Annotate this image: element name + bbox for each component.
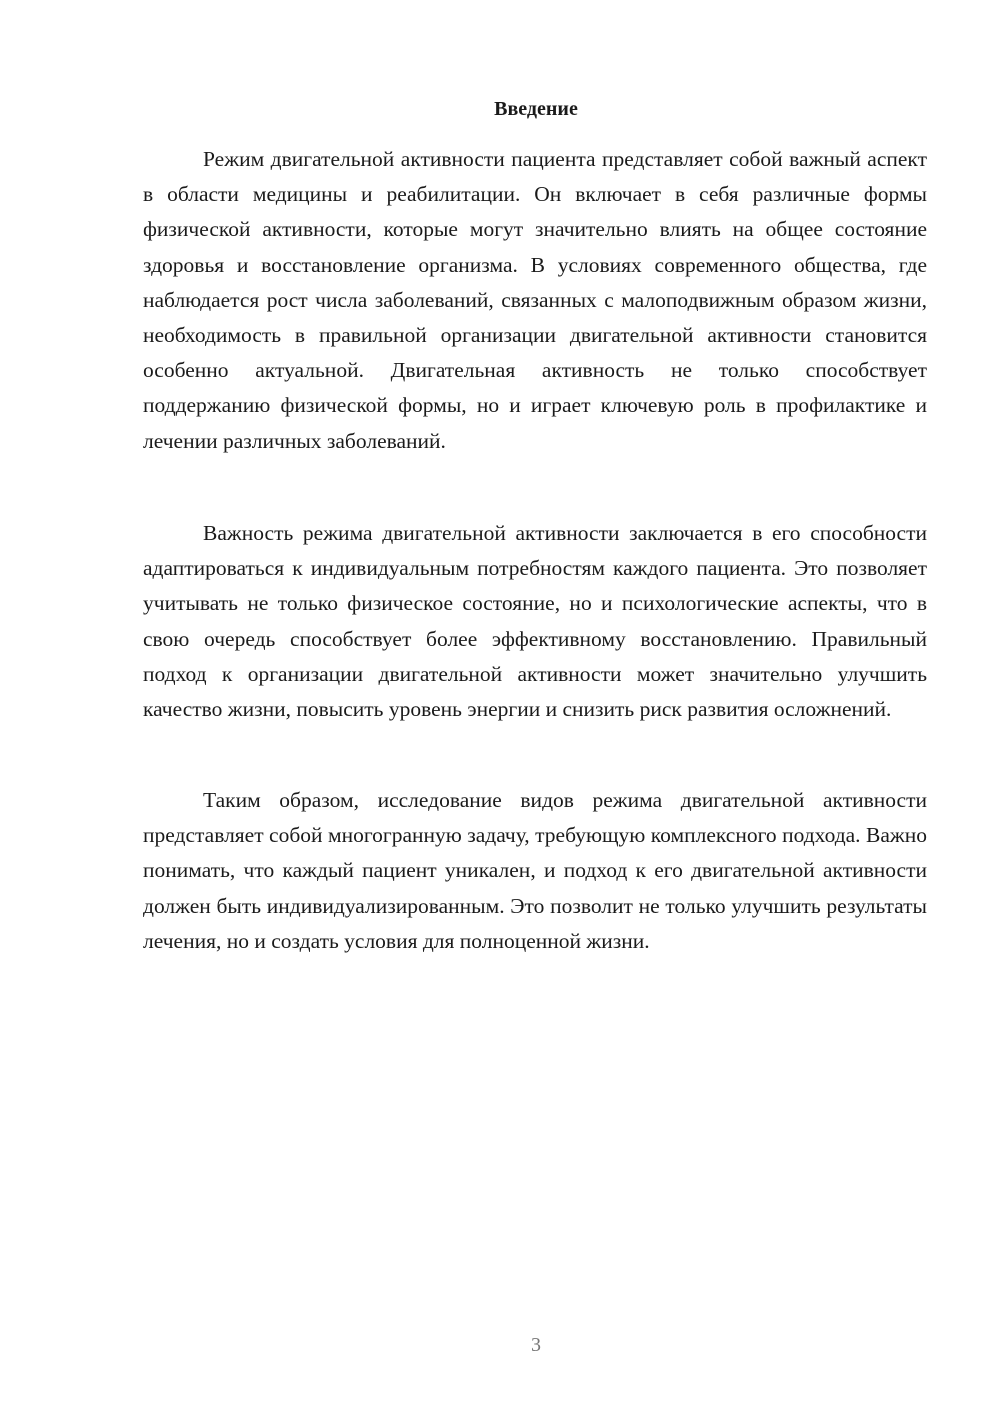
page-number: 3 bbox=[531, 1334, 541, 1356]
section-title: Введение bbox=[494, 98, 578, 120]
paragraph-1: Режим двигательной активности пациента представляет собой важный аспект в области медицины и реабилитации. Он включает в себя различные формы физической активности, которые могут значительно влиять на общее состояние здоровья и восстановление организма. В условиях современного общества, где наблюдается рост числа заболеваний, связанных с малоподвижным образом жизни, необходимость в правильной организации двигательной активности становится особенно актуальной. Двигательная активность не только способствует поддержанию физической формы, но и играет ключевую роль в профилактике и лечении различных заболеваний. bbox=[143, 147, 927, 453]
paragraph-2: Важность режима двигательной активности заключается в его способности адаптироваться к индивидуальным потребностям каждого пациента. Это позволяет учитывать не только физическое состояние, но и психологические аспекты, что в свою очередь способствует более эффективному восстановлению. Правильный подход к организации двигательной активности может значительно улучшить качество жизни, повысить уровень энергии и снизить риск развития осложнений. bbox=[143, 521, 927, 722]
paragraph-3: Таким образом, исследование видов режима двигательной активности представляет собой многогранную задачу, требующую комплексного подхода. Важно понимать, что каждый пациент уникален, и подход к его двигательной активности должен быть индивидуализированным. Это позволит не только улучшить результаты лечения, но и создать условия для полноценной жизни. bbox=[143, 788, 927, 953]
